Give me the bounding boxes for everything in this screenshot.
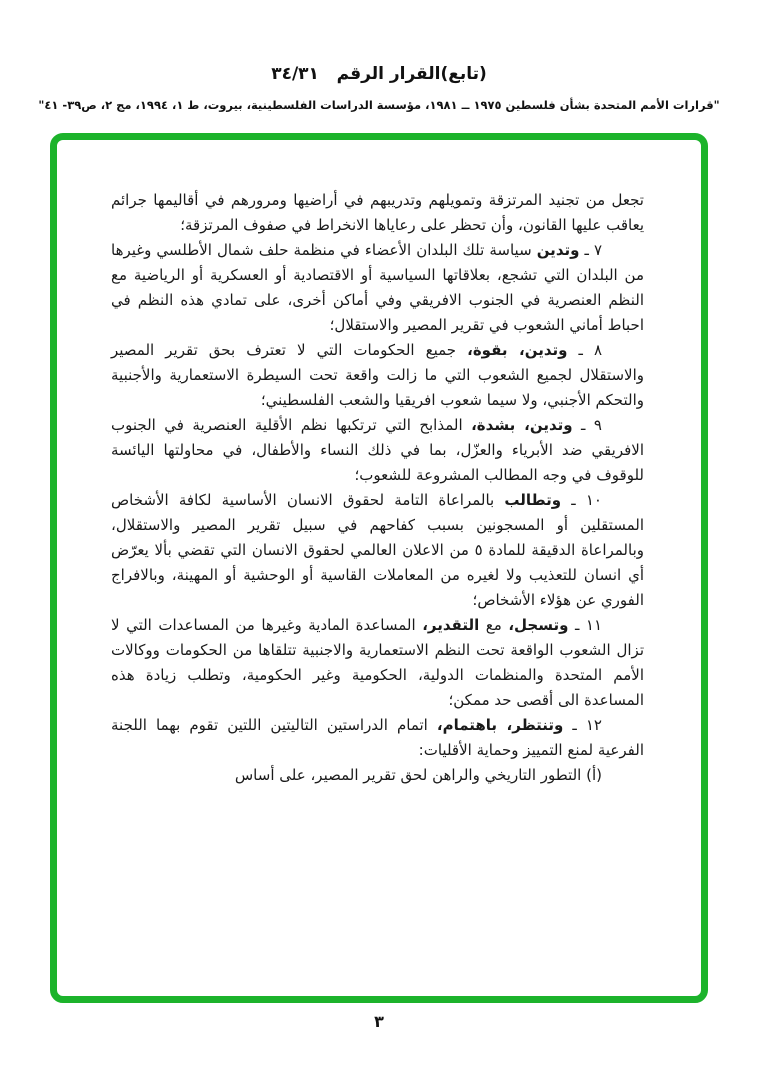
resolution-paragraph — [111, 488, 644, 613]
body-text: بالمراعاة التامة لحقوق الانسان الأساسية لكافة الأشخاص المستقلين أو المسجونين بسبب كفاحهم في سبيل تقرير المصير والاستقلال، وبالمراعاة الدقيقة للمادة ٥ من الاعلان العالمي لحقوق الانسان التي تقضي بألا يعرّض أي انسان للتعذيب ولا لغيره من المعاملات القاسية أو الوحشية أو المهينة، وبالافراج الفوري عن هؤلاء الأشخاص؛ — [111, 491, 644, 609]
body-text: ١٢ ـ — [563, 716, 602, 734]
content-border-box — [50, 133, 708, 1003]
body-text: (أ) التطور التاريخي والراهن لحق تقرير المصير، على أساس — [234, 766, 602, 784]
emphasized-text: وتنتظر، باهتمام، — [436, 716, 564, 734]
body-text: تجعل من تجنيد المرتزقة وتمويلهم وتدريبهم في أراضيها ومرورهم في أقاليمها جرائم يعاقب عليها القانون، وأن تحظر على رعاياها الانخراط في صفوف المرتزقة؛ — [111, 191, 644, 234]
body-text: سياسة تلك البلدان الأعضاء في منظمة حلف شمال الأطلسي وغيرها من البلدان التي تشجع، بعلاقاتها السياسية أو الاقتصادية أو العسكرية أو الرياضية مع النظم العنصرية في الجنوب الافريقي وفي أماكن أخرى، على تمادي هذه النظم في احباط أماني الشعوب في تقرير المصير والاستقلال؛ — [111, 241, 644, 334]
resolution-paragraph — [111, 188, 644, 238]
page-number: ٣ — [374, 1012, 384, 1031]
emphasized-text: وتطالب — [504, 491, 562, 509]
page-title: (تابع)القرار الرقم ٣٤/٣١ — [271, 64, 487, 84]
emphasized-text: التقدير، — [422, 616, 480, 634]
body-text: ١٠ ـ — [561, 491, 602, 509]
body-text: جميع الحكومات التي لا تعترف بحق تقرير المصير والاستقلال لجميع الشعوب التي ما زالت واقعة تحت السيطرة الاستعمارية والأجنبية والتحكم الأجنبي، ولا سيما شعوب افريقيا والشعب الفلسطيني؛ — [111, 341, 644, 409]
citation-line: "قرارات الأمم المتحدة بشأن فلسطين ١٩٧٥ ــ ١٩٨١، مؤسسة الدراسات الفلسطينية، بيروت، ط ١، ١٩٩٤، مج ٢، ص٣٩- ٤١" — [38, 98, 720, 112]
body-text: مع — [479, 616, 509, 634]
body-text: المذابح التي ترتكبها نظم الأقلية العنصرية في الجنوب الافريقي ضد الأبرياء والعزّل، بما في ذلك النساء والأطفال، في محاولتها اليائسة للوقوف في وجه المطالب المشروعة للشعوب؛ — [111, 416, 644, 484]
resolution-text — [111, 188, 644, 788]
emphasized-text: وتسجل، — [508, 616, 569, 634]
resolution-paragraph — [111, 763, 644, 788]
body-text: ١١ ـ — [568, 616, 603, 634]
body-text: ٧ ـ — [579, 241, 602, 259]
resolution-paragraph — [111, 338, 644, 413]
resolution-paragraph — [111, 613, 644, 713]
emphasized-text: وتدين، بقوة، — [467, 341, 568, 359]
body-text: المساعدة المادية وغيرها من المساعدات التي لا تزال الشعوب الواقعة تحت النظم الاستعمارية والاجنبية تتلقاها من الحكومات ووكالات الأمم المتحدة والمنظمات الدولية، الحكومية وغير الحكومية، وتطلب زيادة هذه المساعدة الى أقصى حد ممكن؛ — [111, 616, 644, 709]
resolution-paragraph — [111, 713, 644, 763]
body-text: ٩ ـ — [572, 416, 602, 434]
emphasized-text: وتدين، بشدة، — [471, 416, 573, 434]
body-text: اتمام الدراستين التاليتين اللتين تقوم بهما اللجنة الفرعية لمنع التمييز وحماية الأقليات: — [111, 716, 644, 759]
emphasized-text: وتدين — [536, 241, 580, 259]
resolution-paragraph — [111, 238, 644, 338]
body-text: ٨ ـ — [567, 341, 603, 359]
resolution-paragraph — [111, 413, 644, 488]
